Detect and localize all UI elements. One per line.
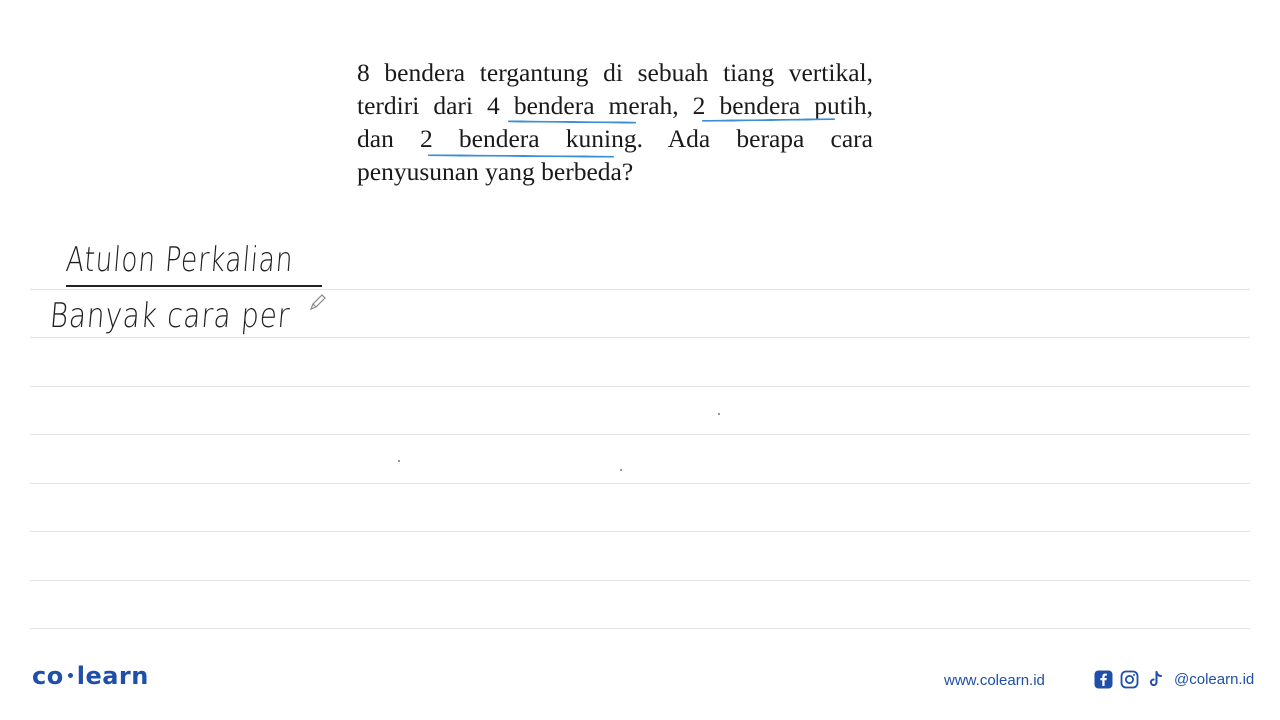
ruled-line (30, 386, 1250, 387)
ruled-line (30, 289, 1250, 290)
question-line-1: 8 bendera tergantung di sebuah tiang vertikal, (357, 58, 873, 87)
speck (620, 469, 622, 471)
handwriting-line-1: Atulon Perkalian (64, 240, 296, 280)
question-line-4: penyusunan yang berbeda? (357, 157, 634, 186)
tiktok-icon[interactable] (1146, 670, 1165, 689)
ruled-line (30, 337, 1250, 338)
question-line-3: dan 2 bendera kuning. Ada berapa cara (357, 124, 873, 153)
brand-right: learn (76, 662, 149, 690)
ruled-line (30, 483, 1250, 484)
question-line-2: terdiri dari 4 bendera merah, 2 bendera putih, (357, 91, 873, 120)
colearn-logo (32, 662, 149, 690)
brand-dot (68, 673, 73, 678)
social-links (1094, 670, 1254, 689)
speck (398, 460, 400, 462)
handwriting-underline (66, 285, 322, 287)
ruled-line (30, 580, 1250, 581)
facebook-icon[interactable] (1094, 670, 1113, 689)
ruled-line (30, 531, 1250, 532)
ruled-line (30, 628, 1250, 629)
speck (718, 413, 720, 415)
pencil-icon (308, 292, 328, 312)
website-link[interactable]: www.colearn.id (944, 672, 1045, 689)
brand-left: co (32, 662, 64, 690)
ruled-line (30, 434, 1250, 435)
instagram-icon[interactable] (1120, 670, 1139, 689)
handwriting-line-2: Banyak cara per (48, 296, 292, 336)
social-handle[interactable]: @colearn.id (1174, 671, 1255, 688)
